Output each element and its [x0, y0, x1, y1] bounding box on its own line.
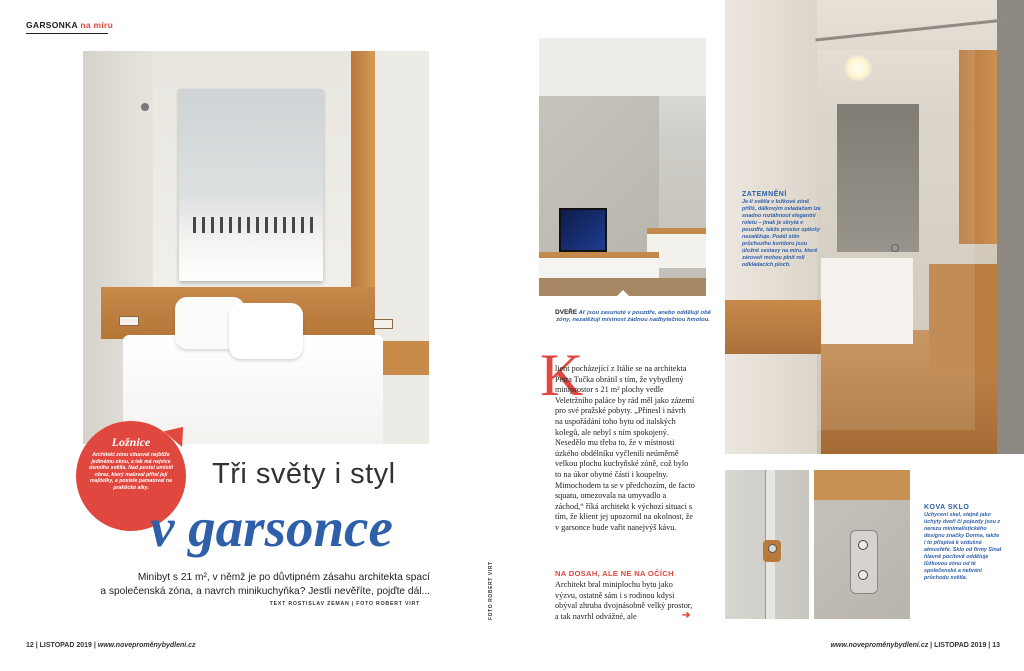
detail-photo-1 — [725, 470, 809, 619]
page-number-right: 13 — [992, 642, 1000, 649]
bedroom-photo — [83, 51, 429, 444]
pillow-right — [229, 303, 303, 359]
url-right[interactable]: www.noveproměnybydlení.cz — [830, 642, 929, 649]
article-body — [555, 364, 695, 534]
caption-doors-label: DVEŘE — [555, 309, 578, 316]
article-paragraph-1: lient pocházející z Itálie se na architekta Petra Tučka obrátil s tím, že vybydlený miniprostor s 21 m² plochy vedle Veletržního paláce by rád měl jako zázemí pro své pražské pobyty. „Přinesl i návrh na uspořádání toho bytu od italských kolegů, ale nebyl s ním spokojený. Nesedělo mu třeba to, že v místnosti úzkého obdélníku vyčlenili neúměrně velkou plochu kuchyňské zóně, což bylo to na úkor obytné části i koupelny. Mimochodem ta se v předchozím, de facto squatu, omezovala na umyvadlo a záchod,“ říká architekt k výchozí situaci s tím, že klient jej upozornil na okolnost, že v garsonce bude vařit nanejvýš kávu. — [555, 364, 695, 532]
header-rule — [26, 33, 108, 34]
badge-text: Architekt zónu situoval nejblíže jedinému oknu, a tak má nejvíce denního světla. Nad postel umístil obraz, který maloval přítel její majitelky, a postele pamatoval na praktické alky. — [89, 452, 173, 491]
article-paragraph-2: Architekt bral miniplochu bytu jako výzvu, ostatně sám i s rodinou kdysi obýval zhruba dvojnásobně velký prostor, a tak navrhl odvážné, ale — [555, 580, 693, 621]
article-body-2 — [555, 580, 695, 622]
page-number-left: 12 — [26, 642, 34, 649]
caption-pointer — [617, 290, 629, 296]
clamp-bolt — [768, 544, 777, 553]
caption-blackout-text: Je-li světla v ložkové zóně příliš, dálkovým ovladačem lze snadno roztáhnout elegantní roletu – jinak je skrytá v pouzdře, takže prostor opticky nezatěžuje. Podél stěn průchozího koridoru jsou úložné sestavy na míru, které zároveň mohou plnit roli odkládacích ploch. — [742, 199, 821, 268]
caption-blackout-label: ZATEMNĚNÍ — [742, 191, 787, 198]
caption-doors — [553, 309, 713, 324]
url-left[interactable]: www.noveproměnybydlení.cz — [97, 642, 196, 649]
issue-left: LISTOPAD 2019 — [39, 642, 92, 649]
fitting-bolt-bottom — [858, 570, 868, 580]
headline-line2: v garsonce — [150, 497, 393, 558]
painting — [179, 89, 323, 281]
caption-blackout — [742, 191, 824, 269]
article-subhead: NA DOSAH, ALE NE NA OČÍCH — [555, 569, 674, 578]
lead-line1: Minibyt s 21 m², v němž je po důvtipném zásahu architekta spací — [137, 572, 430, 583]
wall-lamp — [141, 103, 149, 111]
section-brand: GARSONKA — [26, 20, 78, 30]
caption-pointer-kova — [910, 512, 916, 522]
ceiling-light — [843, 55, 873, 81]
corridor-wall-right — [997, 0, 1024, 454]
photo-credit-vertical: FOTO ROBERT VIRT — [488, 561, 494, 620]
photo-ceiling — [539, 38, 706, 96]
tv-screen — [559, 208, 607, 252]
section-subtitle: na míru — [80, 20, 114, 30]
fitting-bolt-top — [858, 540, 868, 550]
author-credits: TEXT ROSTISLAV ZEMAN | FOTO ROBERT VIRT — [269, 601, 420, 607]
corridor-shelf — [725, 300, 821, 354]
caption-doors-text: Ať jsou zasunuté v pouzdře, anebo oddělují obě zóny, nezatěžují místnost žádnou nadbytečnou hmotou. — [556, 310, 711, 324]
painting-figures — [193, 217, 313, 233]
living-photo — [539, 38, 706, 296]
tv-cabinet — [539, 252, 659, 278]
lead-paragraph — [90, 571, 430, 599]
photo-wall-right — [375, 51, 429, 444]
glass-door — [815, 50, 975, 430]
door-knob — [891, 244, 899, 252]
caption-metal-glass-text: Uchycení skel, stejně jako úchyty dveří či pojezdy jsou z nerezu minimalistického designu značky Dorma, takže i to přispívá k vzdušné atmosféře. Sklo od firmy Sinal hlavně pocitově odděluje lůžkovou zónu od té společenské a nebrání průchodu světla. — [924, 512, 1002, 581]
headline-line1: Tři světy i styl — [212, 458, 396, 490]
footer-right: www.noveproměnybydlení.cz | LISTOPAD 2019 | 13 — [830, 642, 1000, 649]
continue-arrow-icon: ➔ — [682, 610, 691, 621]
socket-left — [119, 316, 139, 326]
caption-metal-glass-label: KOVA SKLO — [924, 504, 970, 511]
lead-line2: a společenská zóna, a navrch minikuchyňka? Jestli nevěříte, pojďte dál... — [100, 586, 430, 597]
section-header — [26, 20, 113, 30]
socket-right — [373, 319, 393, 329]
caption-metal-glass — [924, 504, 1002, 582]
footer-left: 12 | LISTOPAD 2019 | www.noveproměnybydlení.cz — [26, 642, 196, 649]
detail-photo-2 — [814, 470, 910, 619]
detail-wood — [814, 470, 910, 500]
issue-right: LISTOPAD 2019 — [934, 642, 987, 649]
drop-cap: K — [540, 342, 584, 408]
badge-title: Ložnice — [111, 435, 151, 449]
